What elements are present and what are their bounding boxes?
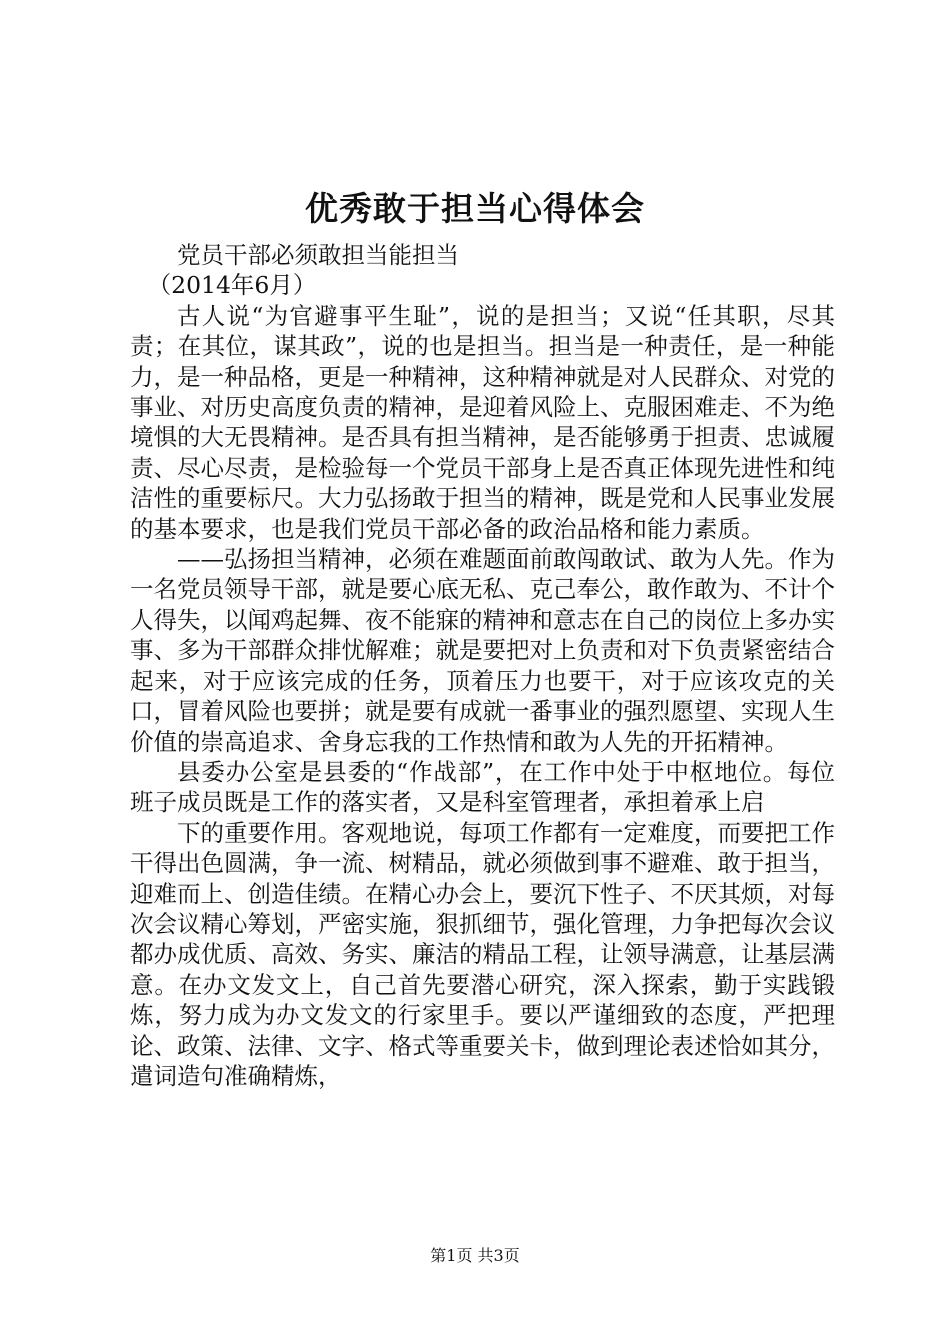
document-title: 优秀敢于担当心得体会 xyxy=(305,189,645,228)
paragraph: 县委办公室是县委的“作战部”，在工作中处于中枢地位。每位班子成员既是工作的落实者，又是科室管理者，承担着承上启 xyxy=(130,757,835,817)
document-subtitle: 党员干部必须敢担当能担当 xyxy=(177,241,459,269)
paragraph: 下的重要作用。客观地说，每项工作都有一定难度，而要把工作干得出色圆满，争一流、树精品，就必须做到事不避难、敢于担当，迎难而上、创造佳绩。在精心办会上，要沉下性子、不厌其烦，对每次会议精心筹划，严密实施，狠抓细节，强化管理，力争把每次会议都办成优质、高效、务实、廉洁的精品工程，让领导满意，让基层满意。在办文发文上，自己首先要潜心研究，深入探索，勤于实践锻炼，努力成为办文发文的行家里手。要以严谨细致的态度，严把理论、政策、法律、文字、格式等重要关卡，做到理论表述恰如其分，遣词造句准确精炼， xyxy=(130,818,835,1090)
paragraph: 古人说“为官避事平生耻”，说的是担当；又说“任其职，尽其责；在其位，谋其政”，说的也是担当。担当是一种责任，是一种能力，是一种品格，更是一种精神，这种精神就是对人民群众、对党的事业、对历史高度负责的精神，是迎着风险上、克服困难走、不为绝境惧的大无畏精神。是否具有担当精神，是否能够勇于担责、忠诚履责、尽心尽责，是检验每一个党员干部身上是否真正体现先进性和纯洁性的重要标尺。大力弘扬敢于担当的精神，既是党和人民事业发展的基本要求，也是我们党员干部必备的政治品格和能力素质。 xyxy=(130,301,835,543)
page-footer: 第1页 共3页 xyxy=(430,1246,520,1265)
document-date: （2014年6月） xyxy=(147,271,317,300)
document-body xyxy=(130,240,835,1091)
paragraph: ——弘扬担当精神，必须在难题面前敢闯敢试、敢为人先。作为一名党员领导干部，就是要心底无私、克己奉公，敢作敢为、不计个人得失，以闻鸡起舞、夜不能寐的精神和意志在自己的岗位上多办实事、多为干部群众排忧解难；就是要把对上负责和对下负责紧密结合起来，对于应该完成的任务，顶着压力也要干，对于应该攻克的关口，冒着风险也要拼；就是要有成就一番事业的强烈愿望、实现人生价值的崇高追求、舍身忘我的工作热情和敢为人先的开拓精神。 xyxy=(130,545,835,756)
